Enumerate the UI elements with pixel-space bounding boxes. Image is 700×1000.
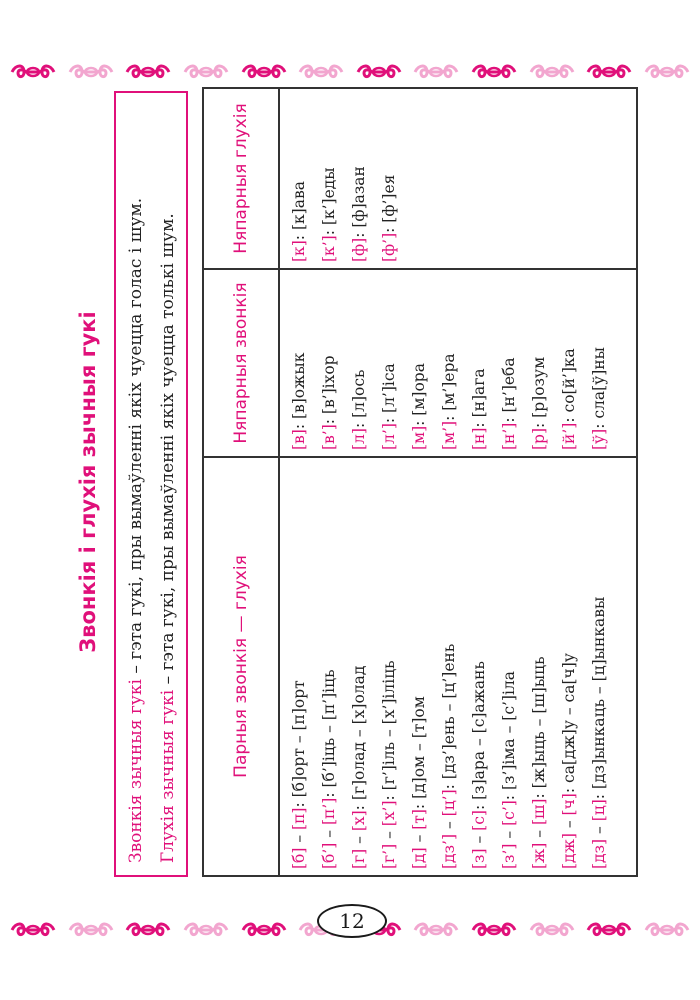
table-row — [314, 89, 344, 262]
sound-e: : [д]ом – [т]ом — [410, 696, 428, 810]
sound-m: – — [440, 816, 458, 834]
sound-a: [й’] — [560, 422, 578, 450]
sound-e: : [к’]еды — [320, 167, 338, 236]
ornament-knot-icon — [529, 63, 575, 81]
table-row — [464, 270, 494, 450]
ornament-knot-icon — [183, 63, 229, 81]
ornament-knot-icon — [413, 63, 459, 81]
sound-e: : со[й’]ка — [560, 348, 578, 423]
sound-e: : [л]ось — [350, 369, 368, 429]
sound-e: : сла[ў]ны — [590, 346, 608, 429]
voiced-text: – гэта гукі, пры вымаўленні якіх чуецца голас і шум. — [126, 197, 146, 680]
sound-e: : [б’]іць – [п’]іць — [320, 669, 338, 798]
table-row — [494, 270, 524, 450]
sound-a: [ж] — [530, 842, 548, 869]
sound-e: : [ф’]ея — [380, 174, 398, 233]
table-row — [404, 270, 434, 450]
sound-a: [ф’] — [380, 232, 398, 262]
sound-e: : [л’]іса — [380, 363, 398, 424]
table-row — [434, 458, 464, 869]
table-row — [584, 270, 614, 450]
sound-e: : [в]ожык — [290, 352, 308, 430]
table-row — [494, 458, 524, 869]
sound-a: [г] — [350, 848, 368, 869]
voiceless-text: – гэта гукі, пры вымаўленні якіх чуецца толькі шум. — [158, 213, 178, 690]
sound-m: – — [470, 830, 488, 849]
voiced-definition — [120, 105, 152, 863]
ornament-knot-icon — [413, 921, 459, 939]
table-row — [374, 270, 404, 450]
sound-a: [б’] — [320, 842, 338, 869]
sound-a: [ф] — [350, 237, 368, 262]
voiced-term: Звонкія зычныя гукі — [126, 679, 146, 863]
sound-a: [н] — [470, 427, 488, 450]
unpaired-voiceless-column — [204, 89, 636, 270]
ornament-knot-icon — [529, 921, 575, 939]
sound-m: – — [380, 826, 398, 844]
table-row — [464, 458, 494, 869]
table-row — [524, 458, 554, 869]
sound-a: [г’] — [380, 843, 398, 869]
page-number: 12 — [317, 904, 387, 938]
table-row — [554, 458, 584, 869]
table-row — [344, 270, 374, 450]
sound-a: [дз] — [590, 838, 608, 869]
table-row — [314, 458, 344, 869]
sound-e: : [дз’]ень – [ц’]ень — [440, 643, 458, 790]
sound-b: [ц] — [590, 799, 608, 822]
sound-a: [н’] — [500, 422, 518, 450]
voiceless-definition — [152, 105, 184, 863]
sound-a: [к’] — [320, 235, 338, 262]
unpaired-voiceless-header: Няпарныя глухія — [204, 89, 280, 268]
sound-b: [х] — [350, 810, 368, 832]
sound-a: [л] — [350, 428, 368, 450]
sound-a: [дж] — [560, 833, 578, 869]
table-row — [524, 270, 554, 450]
ornament-knot-icon — [356, 63, 402, 81]
ornament-knot-icon — [241, 921, 287, 939]
definitions-box — [114, 91, 188, 877]
ornament-knot-icon — [586, 921, 632, 939]
sound-e: : [з’]іма – [с’]іла — [500, 670, 518, 801]
sound-e: : [н]ага — [470, 368, 488, 428]
table-row — [284, 458, 314, 869]
sound-b: [х’] — [380, 800, 398, 827]
sound-b: [с’] — [500, 800, 518, 826]
sound-a: [ў] — [590, 428, 608, 450]
unpaired-voiced-column — [204, 270, 636, 458]
page-content — [70, 87, 640, 877]
ornament-knot-icon — [125, 63, 171, 81]
sound-a: [б] — [290, 847, 308, 869]
page-title: Звонкія і глухія зычныя гукі — [76, 311, 100, 653]
sound-b: [ш] — [530, 798, 548, 826]
paired-column — [204, 458, 636, 875]
sound-b: [ц’] — [440, 789, 458, 817]
sound-e: : [з]ара – [с]ажань — [470, 661, 488, 811]
table-row — [344, 458, 374, 869]
sound-a: [з] — [470, 848, 488, 869]
sound-m: – — [530, 825, 548, 843]
sound-m: – — [350, 831, 368, 849]
ornament-knot-icon — [10, 921, 56, 939]
ornament-knot-icon — [125, 921, 171, 939]
ornament-knot-icon — [586, 63, 632, 81]
sound-b: [т] — [410, 809, 428, 830]
ornament-knot-icon — [10, 63, 56, 81]
table-row — [404, 458, 434, 869]
ornament-knot-icon — [241, 63, 287, 81]
sound-e: : [ж]ыць – [ш]ыць — [530, 656, 548, 799]
sound-m: – — [320, 825, 338, 843]
sound-e: : са[дж]у – са[ч]у — [560, 653, 578, 794]
table-row — [314, 270, 344, 450]
sound-m: – — [500, 825, 518, 844]
sound-m: – — [290, 829, 308, 848]
sound-a: [м’] — [440, 420, 458, 450]
voiceless-term: Глухія зычныя гукі — [158, 689, 178, 863]
sound-e: : [м]ора — [410, 363, 428, 426]
sound-a: [р] — [530, 427, 548, 450]
sound-e: : [н’]еба — [500, 357, 518, 423]
sound-m: – — [560, 815, 578, 834]
sound-a: [в’] — [320, 424, 338, 450]
sound-a: [дз’] — [440, 833, 458, 869]
ornament-knot-icon — [298, 63, 344, 81]
paired-rows — [280, 458, 614, 875]
table-row — [344, 89, 374, 262]
sound-e: : [г]олад – [х]олад — [350, 665, 368, 811]
sound-e: : [к]ава — [290, 181, 308, 241]
paired-column-header: Парныя звонкія — глухія — [204, 458, 280, 875]
ornament-knot-icon — [471, 921, 517, 939]
sound-m: – — [410, 829, 428, 848]
ornament-knot-icon — [68, 921, 114, 939]
ornament-knot-icon — [68, 63, 114, 81]
sound-a: [з’] — [500, 843, 518, 869]
table-row — [584, 458, 614, 869]
consonants-table — [202, 87, 638, 877]
unpaired-voiceless-rows — [280, 89, 404, 268]
sound-e: : [б]орт – [п]орт — [290, 680, 308, 808]
table-row — [374, 458, 404, 869]
table-row — [284, 89, 314, 262]
sound-e: : [дз]ынкаць – [ц]ынкавы — [590, 596, 608, 800]
sound-e: : [р]озум — [530, 356, 548, 428]
ornament-knot-icon — [644, 921, 690, 939]
sound-b: [ч] — [560, 793, 578, 816]
ornament-knot-icon — [644, 63, 690, 81]
sound-a: [в] — [290, 429, 308, 450]
sound-a: [к] — [290, 240, 308, 262]
top-ornament-border — [10, 60, 690, 84]
sound-m: – — [590, 821, 608, 839]
sound-e: : [в’]іхор — [320, 355, 338, 425]
ornament-knot-icon — [183, 921, 229, 939]
ornament-knot-icon — [471, 63, 517, 81]
sound-a: [д] — [410, 847, 428, 869]
table-row — [284, 270, 314, 450]
table-row — [374, 89, 404, 262]
sound-b: [п] — [290, 807, 308, 830]
sound-b: [п’] — [320, 797, 338, 826]
sound-e: : [г’]іль – [х’]іліць — [380, 660, 398, 801]
table-row — [434, 270, 464, 450]
unpaired-voiced-rows — [280, 270, 614, 456]
sound-a: [м] — [410, 425, 428, 450]
sound-b: [с] — [470, 810, 488, 831]
sound-e: : [ф]азан — [350, 166, 368, 238]
sound-e: : [м’]ера — [440, 353, 458, 421]
unpaired-voiced-header: Няпарныя звонкія — [204, 270, 280, 456]
table-row — [554, 270, 584, 450]
sound-a: [л’] — [380, 423, 398, 450]
